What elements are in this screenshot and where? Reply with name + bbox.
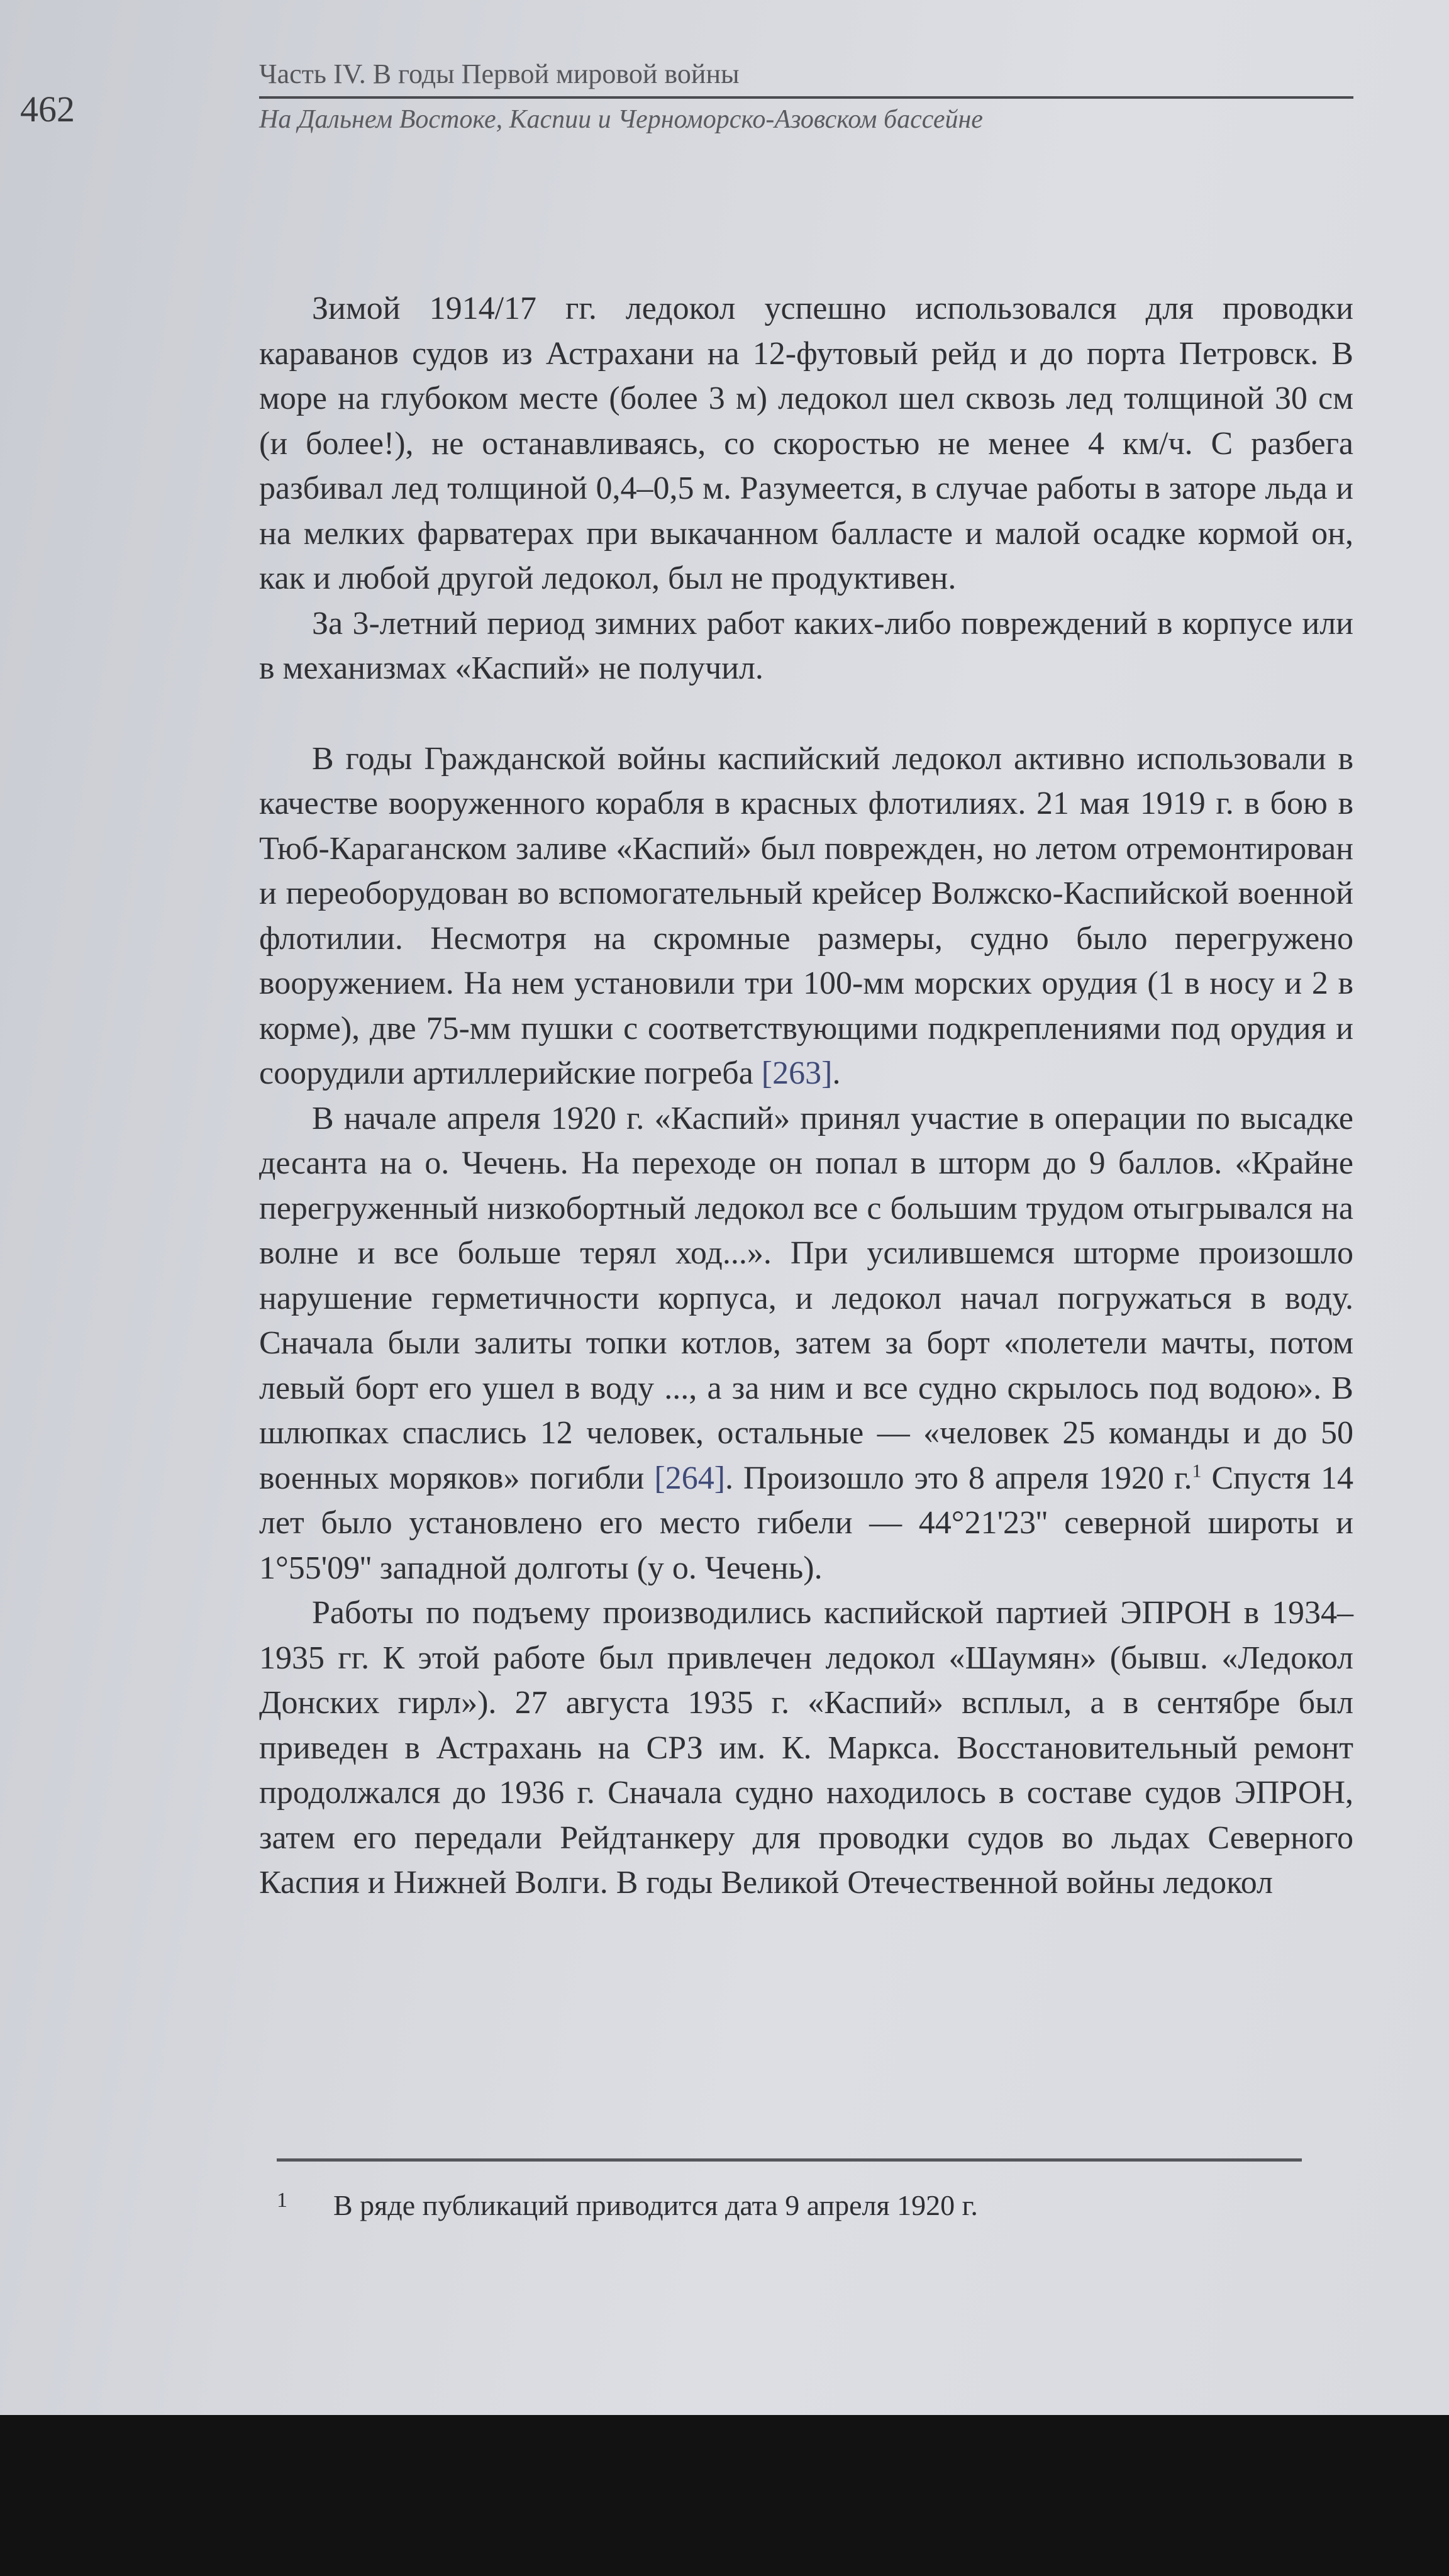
paragraph-tail-2: Спустя 14 лет было установлено его место гибели — 44°21'23'' северной широты и 1°55'09'' западной долготы (у о. Чечень). [259, 1460, 1353, 1586]
paragraph-text: В годы Гражданской войны каспийский ледокол активно использовали в качестве вооруженного корабля в красных флотилиях. 21 мая 1919 г. в бою в Тюб-Караганском заливе «Каспий» был поврежден, но летом отремонтирован и переоборудован во вспомогательный крейсер Волжско-Каспийской военной флотилии. Несмотря на скромные размеры, судно было перегружено вооружением. На нем установили три 100-мм морских орудия (1 в носу и 2 в корме), две 75-мм пушки с соответствующими подкреплениями под орудия и соорудили артиллерийские погреба [259, 740, 1353, 1091]
chapter-title: На Дальнем Востоке, Каспии и Черноморско-Азовском бассейне [259, 104, 983, 134]
footnote-text: В ряде публикаций приводится дата 9 апреля 1920 г. [333, 2189, 978, 2221]
paragraph-text: Зимой 1914/17 гг. ледокол успешно использовался для проводки караванов судов из Астрахани на 12-футовый рейд и до порта Петровск. В море на глубоком месте (более 3 м) ледокол шел сквозь лед толщиной 30 см (и более!), не останавливаясь, со скоростью не менее 4 км/ч. С разбега разбивал лед толщиной 0,4–0,5 м. Разумеется, в случае работы в заторе льда и на мелких фарватерах при выкачанном балласте и малой осадке кормой он, как и любой другой ледокол, был не продуктивен. [259, 291, 1353, 596]
paragraph-tail: . [832, 1055, 841, 1091]
paragraph-3 [259, 736, 1353, 1096]
header-rule [259, 96, 1353, 99]
paragraph-1 [259, 286, 1353, 601]
footnote-number: 1 [277, 2189, 287, 2212]
paragraph-text: В начале апреля 1920 г. «Каспий» принял участие в операции по высадке десанта на о. Чечень. На переходе он попал в шторм до 9 баллов. «Крайне перегруженный низкобортный ледокол все с большим трудом отыгрывался на волне и все больше терял ход...». При усилившемся шторме произошло нарушение герметичности корпуса, и ледокол начал погружаться в воду. Сначала были залиты топки котлов, затем за борт «полетели мачты, потом левый борт его ушел в воду ..., а за ним и все судно скрылось под водою». В шлюпках спаслись 12 человек, остальные — «человек 25 команды и до 50 военных моряков» погибли [259, 1100, 1353, 1496]
paragraph-4 [259, 1096, 1353, 1591]
footnote-marker[interactable]: 1 [1192, 1460, 1202, 1482]
page-number: 462 [20, 89, 75, 130]
paragraph-2 [259, 601, 1353, 691]
footnote [277, 2189, 1302, 2222]
desk-background [0, 2415, 1449, 2576]
paragraph-5 [259, 1591, 1353, 1906]
citation-ref[interactable]: [264] [654, 1460, 726, 1496]
paragraph-text: За 3-летний период зимних работ каких-либо повреждений в корпусе или в механизмах «Каспий» не получил. [259, 605, 1353, 686]
running-head [259, 58, 1353, 135]
footnote-rule [277, 2158, 1302, 2162]
part-title: Часть IV. В годы Первой мировой войны [259, 58, 740, 89]
paragraph-tail: . Произошло это 8 апреля 1920 г. [725, 1460, 1192, 1496]
body-text [259, 286, 1353, 1906]
citation-ref[interactable]: [263] [761, 1055, 833, 1091]
paragraph-text: Работы по подъему производились каспийской партией ЭПРОН в 1934–1935 гг. К этой работе был привлечен ледокол «Шаумян» (бывш. «Ледокол Донских гирл»). 27 августа 1935 г. «Каспий» всплыл, а в сентябре был приведен в Астрахань на СРЗ им. К. Маркса. Восстановительный ремонт продолжался до 1936 г. Сначала судно находилось в составе судов ЭПРОН, затем его передали Рейдтанкеру для проводки судов во льдах Северного Каспия и Нижней Волги. В годы Великой Отечественной войны ледокол [259, 1595, 1353, 1901]
